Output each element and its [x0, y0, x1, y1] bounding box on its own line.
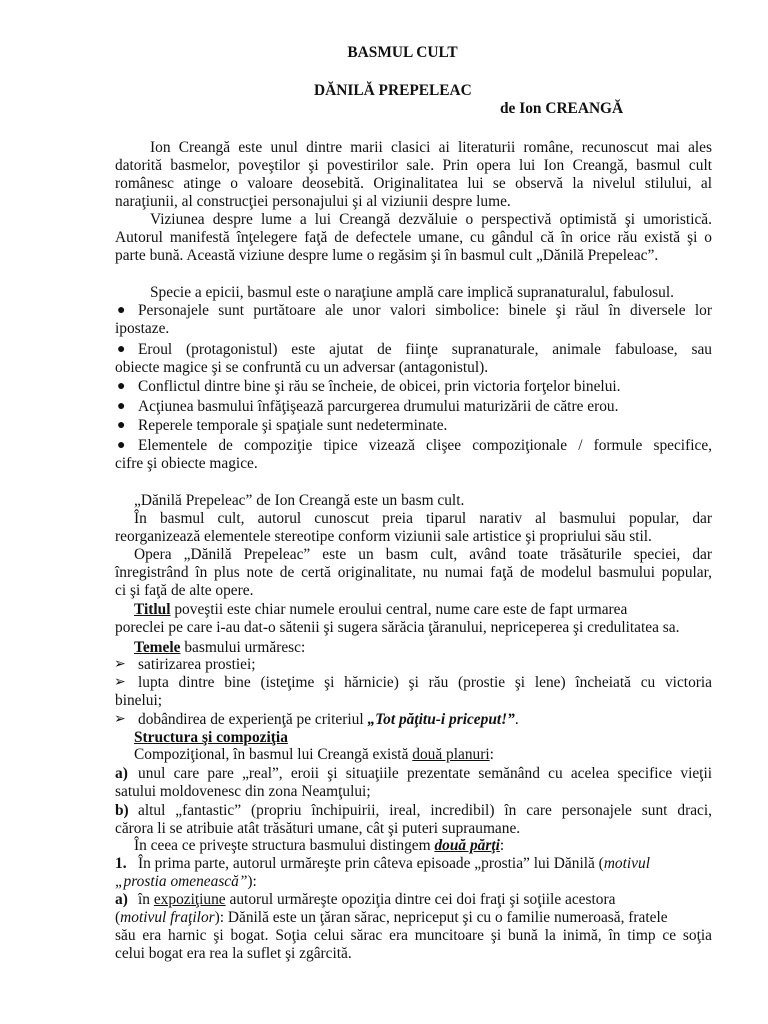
list-item: lupta dintre bine (isteţime şi hărnicie) şi rău (prostie şi lene) încheiată cu victoria	[138, 674, 712, 691]
author-line: de Ion CREANGĂ	[500, 100, 624, 117]
arrow-bullet-icon: ➢	[114, 675, 126, 690]
section-heading-structure: Structura şi compoziţia	[134, 729, 288, 746]
list-label: a)	[115, 891, 128, 908]
list-item: Reperele temporale şi spaţiale sunt nedeterminate.	[138, 417, 448, 434]
section-heading-themes: Temele	[134, 639, 181, 656]
section-heading-title: Titlul	[134, 601, 171, 618]
paragraph-line	[134, 746, 712, 764]
paragraph-line: naraţiunii, al construcţiei personajului şi al viziunii despre lume.	[115, 193, 511, 210]
list-item: ipostaze.	[115, 320, 170, 337]
paragraph-line: Autorul manifestă înţelegere faţă de defectele umane, cu gândul că în orice rău există şi o	[115, 229, 712, 246]
italic-text: motivul	[603, 855, 650, 872]
document-title: BASMUL CULT	[347, 44, 458, 61]
emphasis-text: două părţi	[434, 837, 500, 854]
italic-text: motivul fraţilor	[120, 909, 215, 926]
list-item: Acţiunea basmului înfăţişează parcurgerea drumului maturizării de către erou.	[138, 398, 619, 415]
list-item	[138, 855, 712, 873]
inline-text: :	[499, 837, 505, 854]
paragraph-line: reorganizează elementele stereotipe conform viziunii sale artistice şi propriului său stil.	[115, 528, 652, 545]
list-item: celui bogat era rea la suflet şi zgârcită.	[115, 945, 352, 962]
bullet-icon: ●	[117, 418, 126, 433]
list-item: Conflictul dintre bine şi rău se încheie, de obicei, prin victoria forţelor binelui.	[138, 378, 621, 395]
bullet-icon: ●	[117, 438, 126, 453]
list-item: cărora li se atribuie atât trăsături umane, cât şi puteri supraumane.	[115, 820, 521, 837]
list-item: satirizarea prostiei;	[138, 656, 256, 673]
inline-text: În prima parte, autorul urmăreşte prin câteva episoade „prostia” lui Dănilă (	[138, 855, 604, 872]
underlined-text: două planuri	[412, 746, 490, 763]
paragraph-line: înregistrând în plus note de certă originalitate, nu numai faţă de modelul basmului popular,	[115, 564, 712, 581]
underlined-text: expoziţiune	[153, 891, 226, 908]
paragraph-line: parte bună. Această viziune despre lume o regăsim şi în basmul cult „Dănilă Prepeleac”.	[115, 247, 659, 264]
list-item	[115, 873, 712, 891]
list-label: a)	[115, 765, 128, 782]
inline-text: În ceea ce priveşte structura basmului distingem	[134, 837, 431, 854]
list-item: obiecte magice şi se confruntă cu un adversar (antagonistul).	[115, 359, 489, 376]
list-item: satului moldovenesc din zona Neamţului;	[115, 783, 371, 800]
paragraph-line: românesc atinge o valoare deosebită. Originalitatea lui se observă la nivelul stilului, al	[115, 175, 712, 192]
inline-text: ): Dănilă este un ţăran sărac, nepriceput şi cu o familie numeroasă, fratele	[214, 909, 668, 926]
bullet-icon: ●	[117, 342, 126, 357]
list-label: 1.	[115, 855, 127, 872]
inline-text: ):	[247, 873, 257, 890]
list-item: cifre şi obiecte magice.	[115, 455, 258, 472]
paragraph-line: datorită basmelor, poveştilor şi povestirilor sale. Prin opera lui Ion Creangă, basmul cult	[115, 157, 712, 174]
italic-text: „prostia omenească”	[115, 873, 248, 890]
inline-text: :	[489, 746, 494, 763]
inline-text: Compoziţional, în basmul lui Creangă există	[134, 746, 409, 763]
list-label: b)	[115, 802, 129, 819]
list-item	[115, 909, 712, 927]
inline-text: basmului urmăresc:	[184, 639, 306, 656]
list-item: Elementele de compoziţie tipice vizează clişee compoziţionale / formule specifice,	[138, 437, 712, 454]
paragraph-line	[134, 837, 712, 855]
bullet-icon: ●	[117, 379, 126, 394]
inline-text: autorul urmăreşte opoziţia dintre cei doi fraţi şi soţiile acestora	[229, 891, 616, 908]
list-item: Eroul (protagonistul) este ajutat de fiinţe supranaturale, animale fabuloase, sau	[138, 341, 712, 358]
bullet-icon: ●	[117, 399, 126, 414]
list-item: altul „fantastic” (propriu închipuirii, ireal, incredibil) în care personajele sunt draci,	[138, 802, 712, 819]
paragraph-line: Ion Creangă este unul dintre marii clasici ai literaturii române, recunoscut mai ales	[150, 139, 712, 156]
document-subtitle: DĂNILĂ PREPELEAC	[314, 82, 472, 99]
list-item: binelui;	[115, 692, 163, 709]
paragraph-line: ci şi faţă de alte opere.	[115, 582, 254, 599]
list-item: său era harnic şi bogat. Soţia celui sărac era muncitoare şi bună la inimă, în timp ce soţia	[115, 927, 712, 944]
paragraph-line: „Dănilă Prepeleac” de Ion Creangă este un basm cult.	[134, 492, 465, 509]
paragraph-line	[134, 639, 712, 657]
paragraph-line	[134, 601, 712, 619]
list-item	[138, 711, 712, 729]
paragraph-line: Specie a epicii, basmul este o naraţiune amplă care implică supranaturalul, fabulosul.	[150, 284, 674, 301]
inline-text: dobândirea de experienţă pe criteriul	[138, 711, 364, 728]
list-item: unul care pare „real”, eroii şi situaţiile prezentate semănând cu acelea specifice vieţii	[138, 765, 712, 782]
quote-text: „Tot păţitu-i priceput!”	[367, 711, 515, 728]
list-item: Personajele sunt purtătoare ale unor valori simbolice: binele şi răul în diversele lor	[138, 302, 712, 319]
inline-text: (	[115, 909, 121, 926]
bullet-icon: ●	[117, 303, 126, 318]
list-item	[138, 891, 712, 909]
paragraph-line: Opera „Dănilă Prepeleac” este un basm cult, având toate trăsăturile speciei, dar	[134, 546, 712, 563]
arrow-bullet-icon: ➢	[114, 657, 126, 672]
paragraph-line: poreclei pe care i-au dat-o sătenii şi sugera sărăcia ţăranului, nepriceperea şi credulitatea sa.	[115, 619, 680, 636]
paragraph-line: Viziunea despre lume a lui Creangă dezvăluie o perspectivă optimistă şi umoristică.	[150, 211, 712, 228]
inline-text: .	[514, 711, 519, 728]
paragraph-line: În basmul cult, autorul cunoscut preia tiparul narativ al basmului popular, dar	[134, 510, 712, 527]
inline-text: poveştii este chiar numele eroului central, nume care este de fapt urmarea	[174, 601, 628, 618]
arrow-bullet-icon: ➢	[114, 712, 126, 727]
inline-text: în	[138, 891, 150, 908]
